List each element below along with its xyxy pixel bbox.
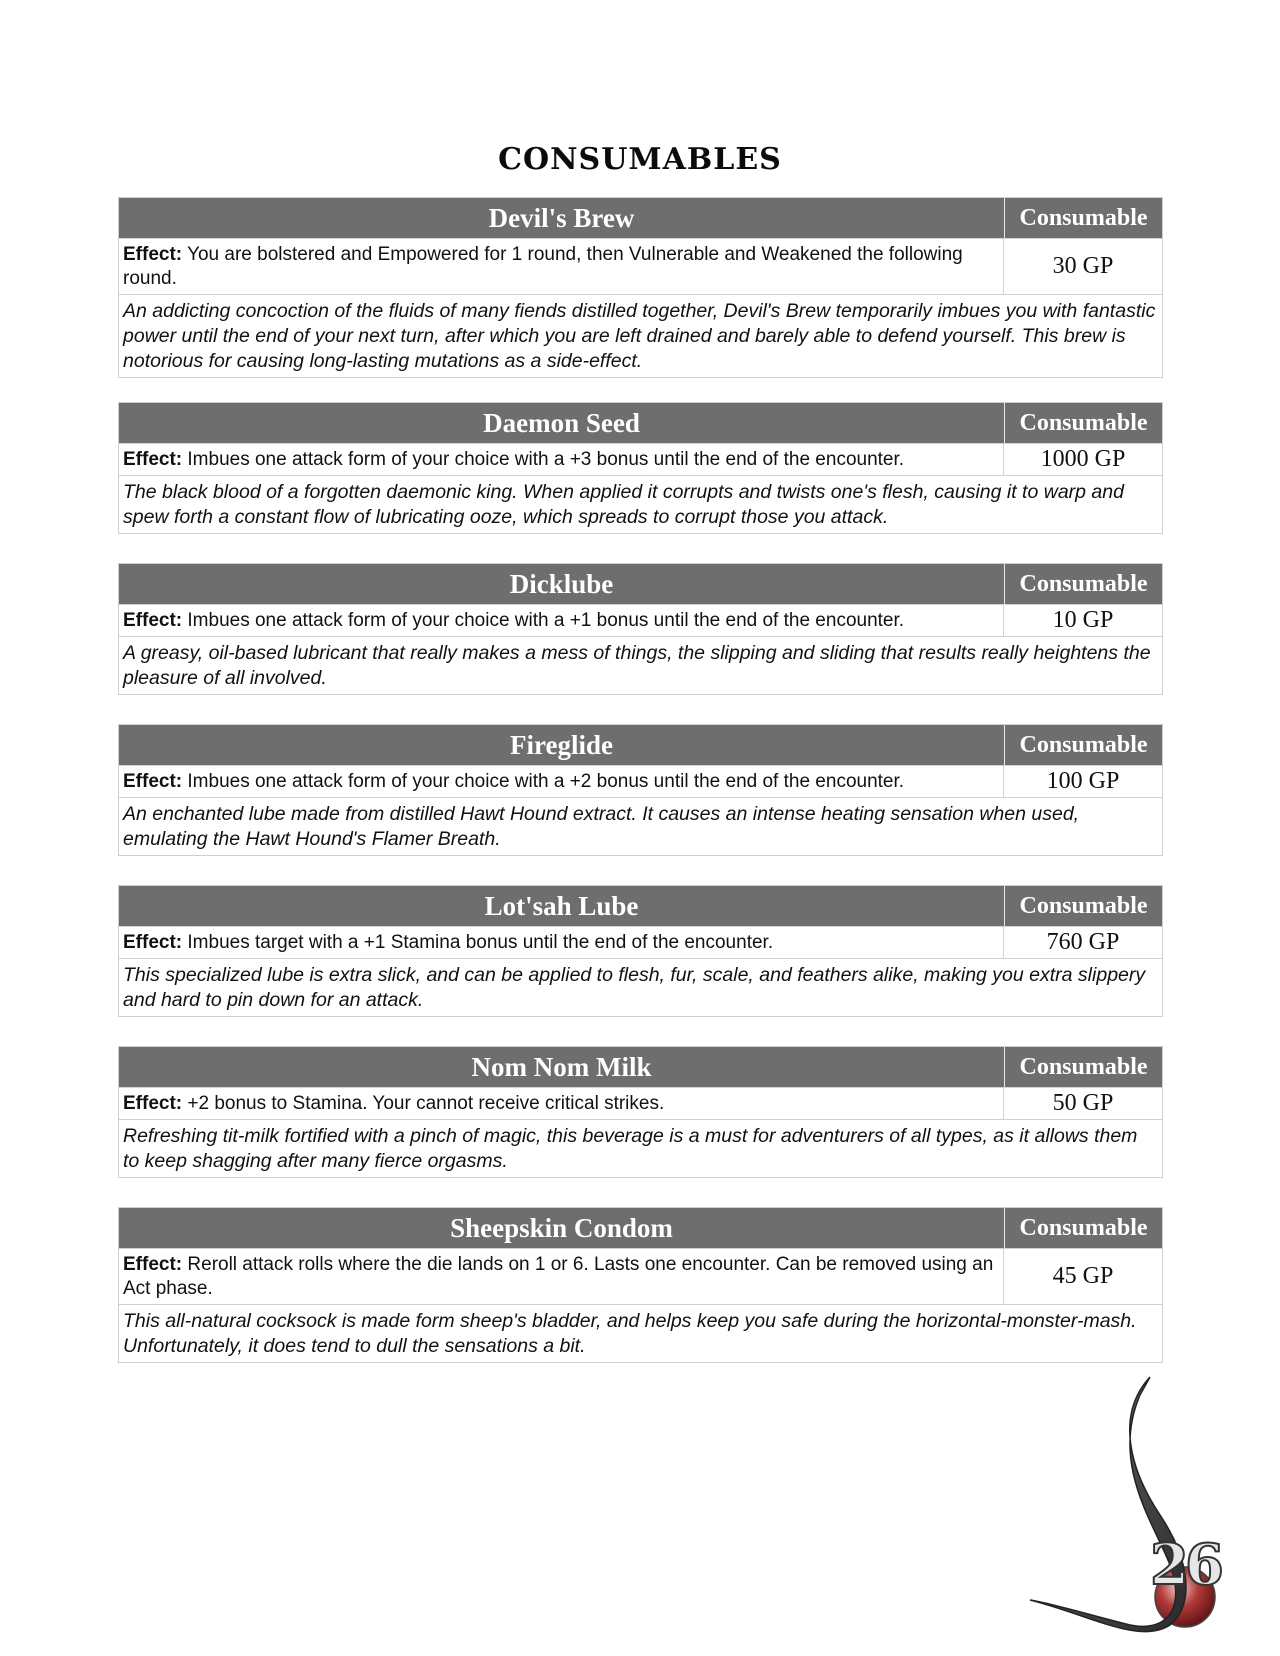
item-card-dicklube <box>118 563 1163 695</box>
item-header <box>119 886 1162 926</box>
item-cost: 50 GP <box>1052 1090 1114 1116</box>
page-number: 26 <box>1150 1532 1220 1598</box>
item-type: Consumable <box>1019 892 1148 919</box>
item-card-nom-nom-milk <box>118 1046 1163 1178</box>
item-effect-row <box>119 238 1162 295</box>
item-name: Fireglide <box>119 725 1005 765</box>
item-effect-row <box>119 1248 1162 1305</box>
effect-text: You are bolstered and Empowered for 1 round, then Vulnerable and Weakened the following round. <box>123 244 963 289</box>
item-effect-row <box>119 926 1162 959</box>
item-effect <box>119 444 1004 475</box>
effect-label: Effect: <box>123 1093 183 1114</box>
effect-text: Imbues one attack form of your choice with a +1 bonus until the end of the encounter. <box>187 610 905 631</box>
effect-label: Effect: <box>123 932 183 953</box>
item-effect <box>119 605 1004 636</box>
item-cost: 45 GP <box>1052 1263 1114 1289</box>
item-name: Nom Nom Milk <box>119 1047 1005 1087</box>
item-flavor-text: A greasy, oil-based lubricant that really makes a mess of things, the slipping and sliding that results really heightens the pleasure of all involved. <box>123 642 1151 689</box>
effect-text: Reroll attack rolls where the die lands on 1 or 6. Lasts one encounter. Can be removed using an Act phase. <box>123 1254 994 1299</box>
item-flavor-text: An enchanted lube made from distilled Hawt Hound extract. It causes an intense heating sensation when used, emulating the Hawt Hound's Flamer Breath. <box>123 803 1080 850</box>
item-cost: 30 GP <box>1052 253 1114 279</box>
item-card-daemon-seed <box>118 402 1163 534</box>
item-header <box>119 1208 1162 1248</box>
item-flavor-text: The black blood of a forgotten daemonic king. When applied it corrupts and twists one's flesh, causing it to warp and spew forth a constant flow of lubricating ooze, which spreads to corrupt those you attack. <box>123 481 1124 528</box>
item-name: Dicklube <box>119 564 1005 604</box>
item-cost: 1000 GP <box>1040 446 1126 472</box>
effect-label: Effect: <box>123 244 183 265</box>
item-name: Devil's Brew <box>119 198 1005 238</box>
item-effect-row <box>119 443 1162 476</box>
item-header <box>119 198 1162 238</box>
effect-text: +2 bonus to Stamina. Your cannot receive critical strikes. <box>187 1093 665 1114</box>
item-type: Consumable <box>1019 1214 1148 1241</box>
effect-label: Effect: <box>123 449 183 470</box>
item-name: Sheepskin Condom <box>119 1208 1005 1248</box>
item-type: Consumable <box>1019 570 1148 597</box>
item-card-sheepskin-condom <box>118 1207 1163 1363</box>
item-type: Consumable <box>1019 409 1148 436</box>
item-effect-row <box>119 604 1162 637</box>
item-type: Consumable <box>1019 204 1148 231</box>
effect-label: Effect: <box>123 771 183 792</box>
item-card-devils-brew <box>118 197 1163 378</box>
item-flavor-text: This all-natural cocksock is made form sheep's bladder, and helps keep you safe during the horizontal-monster-mash. Unfortunately, it does tend to dull the sensations a bit. <box>123 1310 1137 1357</box>
item-effect <box>119 1249 1004 1304</box>
item-effect <box>119 766 1004 797</box>
item-type: Consumable <box>1019 1053 1148 1080</box>
effect-label: Effect: <box>123 1254 183 1275</box>
effect-text: Imbues one attack form of your choice with a +2 bonus until the end of the encounter. <box>187 771 905 792</box>
item-effect-row <box>119 1087 1162 1120</box>
item-card-lotsah-lube <box>118 885 1163 1017</box>
item-flavor-text: This specialized lube is extra slick, and can be applied to flesh, fur, scale, and feathers alike, making you extra slippery and hard to pin down for an attack. <box>123 964 1146 1011</box>
item-cost: 10 GP <box>1052 607 1114 633</box>
tail-ornament-icon <box>1010 1375 1260 1645</box>
item-name: Daemon Seed <box>119 403 1005 443</box>
item-header <box>119 403 1162 443</box>
item-header <box>119 1047 1162 1087</box>
item-effect <box>119 239 1004 294</box>
item-type: Consumable <box>1019 731 1148 758</box>
effect-text: Imbues target with a +1 Stamina bonus until the end of the encounter. <box>187 932 774 953</box>
item-card-fireglide <box>118 724 1163 856</box>
effect-label: Effect: <box>123 610 183 631</box>
item-effect <box>119 1088 1004 1119</box>
item-header <box>119 564 1162 604</box>
item-cost: 760 GP <box>1046 929 1120 955</box>
item-effect-row <box>119 765 1162 798</box>
page-title: CONSUMABLES <box>498 142 782 177</box>
item-name: Lot'sah Lube <box>119 886 1005 926</box>
item-cost: 100 GP <box>1046 768 1120 794</box>
effect-text: Imbues one attack form of your choice with a +3 bonus until the end of the encounter. <box>187 449 905 470</box>
item-header <box>119 725 1162 765</box>
item-flavor-text: Refreshing tit-milk fortified with a pinch of magic, this beverage is a must for adventurers of all types, as it allows them to keep shagging after many fierce orgasms. <box>123 1125 1138 1172</box>
item-flavor-text: An addicting concoction of the fluids of many fiends distilled together, Devil's Brew temporarily imbues you with fantastic power until the end of your next turn, after which you are left drained and barely able to defend yourself. This brew is notorious for causing long-lasting mutations as a side-effect. <box>123 300 1156 372</box>
item-effect <box>119 927 1004 958</box>
